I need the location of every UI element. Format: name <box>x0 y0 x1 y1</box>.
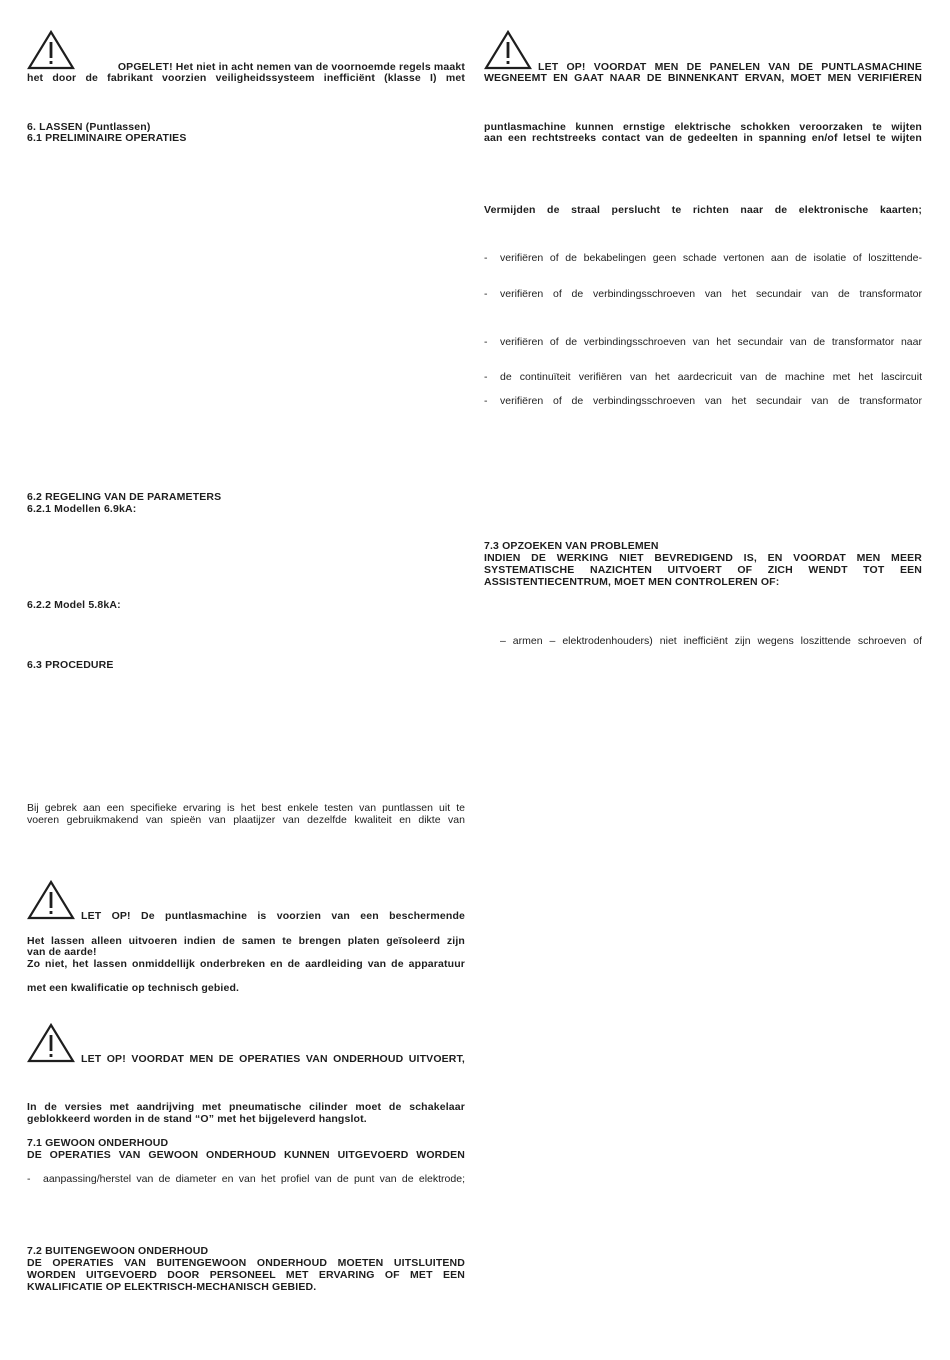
section-6-2-1-heading: 6.2.1 Modellen 6.9kA: <box>27 504 137 515</box>
section-7-2-line1: DE OPERATIES VAN BUITENGEWOON ONDERHOUD MOETEN UITSLUITEND <box>27 1258 465 1269</box>
bullet-dash: - <box>27 1173 31 1185</box>
pneumatic-text-line1: In de versies met aandrijving met pneumatische cilinder moet de schakelaar <box>27 1102 465 1113</box>
arms-text: – armen – elektrodenhouders) niet inefficiënt zijn wegens loszittende schroeven of <box>500 636 922 647</box>
warning-triangle-icon <box>27 1023 75 1063</box>
section-7-1-subheading: DE OPERATIES VAN GEWOON ONDERHOUD KUNNEN UITGEVOERD WORDEN <box>27 1150 465 1161</box>
insulated-text-line1: Het lassen alleen uitvoeren indien de samen te brengen platen geïsoleerd zijn <box>27 936 465 947</box>
procedure-text-line1: Bij gebrek aan een specifieke ervaring is het best enkele testen van puntlassen uit te <box>27 803 465 814</box>
warning-triangle-icon <box>27 880 75 920</box>
section-7-2-line3: KWALIFICATIE OP ELEKTRISCH-MECHANISCH GEBIED. <box>27 1282 317 1293</box>
right-bullet-3: verifiëren of de verbindingsschroeven van het secundair van de transformator naar <box>500 337 922 348</box>
right-bullet-5: verifiëren of de verbindingsschroeven van het secundair van de transformator <box>500 396 922 407</box>
right-warning1-text-line2: WEGNEEMT EN GAAT NAAR DE BINNENKANT ERVAN, MOET MEN VERIFIËREN <box>484 73 922 84</box>
bullet-dash: - <box>484 395 488 407</box>
insulated-text-line2: van de aarde! <box>27 947 97 958</box>
warning1-text-line2: het door de fabrikant voorzien veiligheidssysteem inefficiënt (klasse I) met <box>27 73 465 84</box>
warning-triangle-icon <box>484 30 532 70</box>
air-text: Vermijden de straal perslucht te richten naar de elektronische kaarten; <box>484 205 922 216</box>
shock-text-line2: aan een rechtstreeks contact van de gedeelten in spanning en/of letsel te wijten <box>484 133 922 144</box>
section-7-3-heading: 7.3 OPZOEKEN VAN PROBLEMEN <box>484 541 659 552</box>
warning2-text-line1: LET OP! De puntlasmachine is voorzien van een beschermende <box>81 911 465 922</box>
shock-text-line1: puntlasmachine kunnen ernstige elektrische schokken veroorzaken te wijten <box>484 122 922 133</box>
section-6-2-heading: 6.2 REGELING VAN DE PARAMETERS <box>27 492 222 503</box>
bullet-dash: - <box>484 252 488 264</box>
section-7-2-heading: 7.2 BUITENGEWOON ONDERHOUD <box>27 1246 209 1257</box>
warning3-text-line1: LET OP! VOORDAT MEN DE OPERATIES VAN ONDERHOUD UITVOERT, <box>81 1054 465 1065</box>
section-6-heading: 6. LASSEN (Puntlassen) <box>27 122 151 133</box>
right-bullet-4: de continuïteit verifiëren van het aardecricuit van de machine met het lascircuit <box>500 372 922 383</box>
section-7-1-heading: 7.1 GEWOON ONDERHOUD <box>27 1138 169 1149</box>
right-bullet-1: verifiëren of de bekabelingen geen schade vertonen aan de isolatie of loszittende- <box>500 253 922 264</box>
warning-triangle-icon <box>27 30 75 70</box>
insulated-text-line3: Zo niet, het lassen onmiddellijk onderbreken en de aardleiding van de apparatuur <box>27 959 465 970</box>
section-6-2-2-heading: 6.2.2 Model 5.8kA: <box>27 600 121 611</box>
qualification-text: met een kwalificatie op technisch gebied. <box>27 983 240 994</box>
section-7-3-line2: SYSTEMATISCHE NAZICHTEN UITVOERT OF ZICH WENDT TOT EEN <box>484 565 922 576</box>
bullet-dash: - <box>484 336 488 348</box>
bullet-dash: - <box>484 288 488 300</box>
right-warning1-text-line1: LET OP! VOORDAT MEN DE PANELEN VAN DE PUNTLASMACHINE <box>538 62 922 73</box>
section-6-3-heading: 6.3 PROCEDURE <box>27 660 114 671</box>
procedure-text-line2: voeren gebruikmakend van spieën van plaatijzer van dezelfde kwaliteit en dikte van <box>27 815 465 826</box>
section-6-1-heading: 6.1 PRELIMINAIRE OPERATIES <box>27 133 187 144</box>
section-7-3-line3: ASSISTENTIECENTRUM, MOET MEN CONTROLEREN OF: <box>484 577 780 588</box>
pneumatic-text-line2: geblokkeerd worden in de stand “O” met het bijgeleverd hangslot. <box>27 1114 367 1125</box>
right-bullet-2: verifiëren of de verbindingsschroeven van het secundair van de transformator <box>500 289 922 300</box>
bullet-dash: - <box>484 371 488 383</box>
section-7-2-line2: WORDEN UITGEVOERD DOOR PERSONEEL MET ERVARING OF MET EEN <box>27 1270 465 1281</box>
bullet-7-1-text: aanpassing/herstel van de diameter en van het profiel van de punt van de elektrode; <box>43 1174 465 1185</box>
warning1-text-line1: OPGELET! Het niet in acht nemen van de voornoemde regels maakt <box>117 62 465 73</box>
section-7-3-line1: INDIEN DE WERKING NIET BEVREDIGEND IS, EN VOORDAT MEN MEER <box>484 553 922 564</box>
